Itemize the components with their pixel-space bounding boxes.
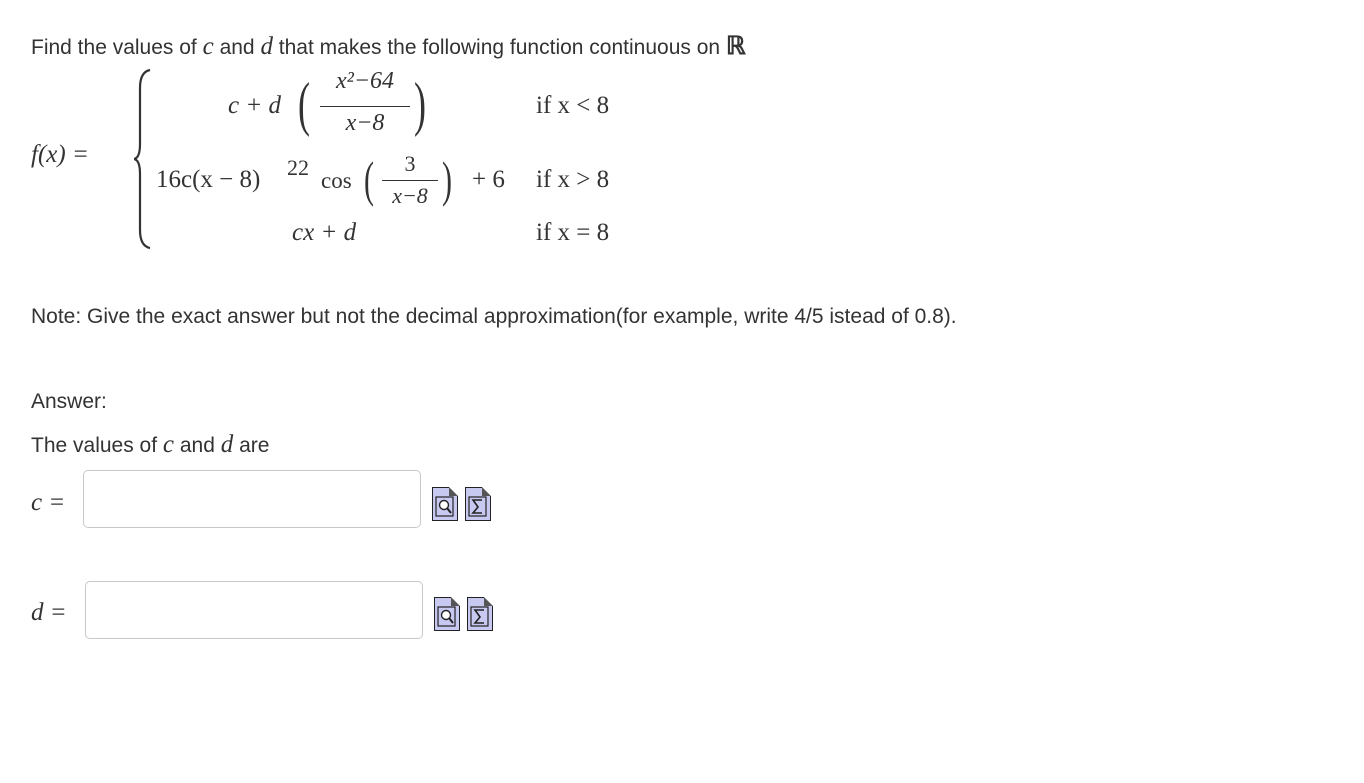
case2-right-paren: )	[442, 151, 452, 207]
case1-condition: if x < 8	[536, 92, 610, 119]
equation-editor-icon[interactable]	[465, 487, 491, 521]
function-lhs: f(x) =	[31, 141, 89, 168]
case2-cos: cos	[321, 168, 352, 193]
d-answer-input[interactable]	[85, 581, 423, 639]
equation-editor-icon[interactable]	[467, 597, 493, 631]
case1-expr: c + d	[228, 92, 281, 119]
case2-numerator: 3	[404, 151, 416, 176]
sigma-icon	[470, 606, 490, 628]
case2-exponent: 22	[287, 155, 309, 180]
case3-expr: cx + d	[292, 219, 357, 246]
d-label: d =	[31, 599, 67, 626]
case1-right-paren: )	[414, 71, 426, 137]
case1-left-paren: (	[298, 71, 310, 137]
var-c: c	[202, 33, 214, 60]
case2-tail: + 6	[472, 166, 505, 193]
var-d: d	[260, 33, 273, 60]
note-text: Note: Give the exact answer but not the decimal approximation(for example, write 4/5 istead of 0.8).	[31, 305, 957, 328]
reals-symbol: ℝ	[725, 33, 746, 60]
case2-left-paren: (	[364, 151, 374, 207]
case2-expr: 16c(x − 8)	[156, 166, 261, 193]
case2-condition: if x > 8	[536, 166, 610, 193]
preview-icon[interactable]	[434, 597, 460, 631]
case2-denominator: x−8	[392, 183, 428, 208]
magnifier-icon	[437, 606, 457, 628]
c-label: c =	[31, 489, 66, 516]
c-answer-input[interactable]	[83, 470, 421, 528]
question-text: Find the values of c and d that makes the following function continuous on ℝ	[31, 33, 746, 60]
preview-icon[interactable]	[432, 487, 458, 521]
left-brace	[134, 68, 154, 250]
answer-heading: Answer:	[31, 390, 107, 413]
case1-fraction-bar	[320, 106, 410, 107]
magnifier-icon	[435, 496, 455, 518]
case3-condition: if x = 8	[536, 219, 610, 246]
answer-intro: The values of c and d are	[31, 431, 270, 458]
case2-fraction-bar	[382, 180, 438, 181]
sigma-icon	[468, 496, 488, 518]
case1-numerator: x²−64	[335, 68, 395, 94]
case1-denominator: x−8	[345, 110, 385, 136]
